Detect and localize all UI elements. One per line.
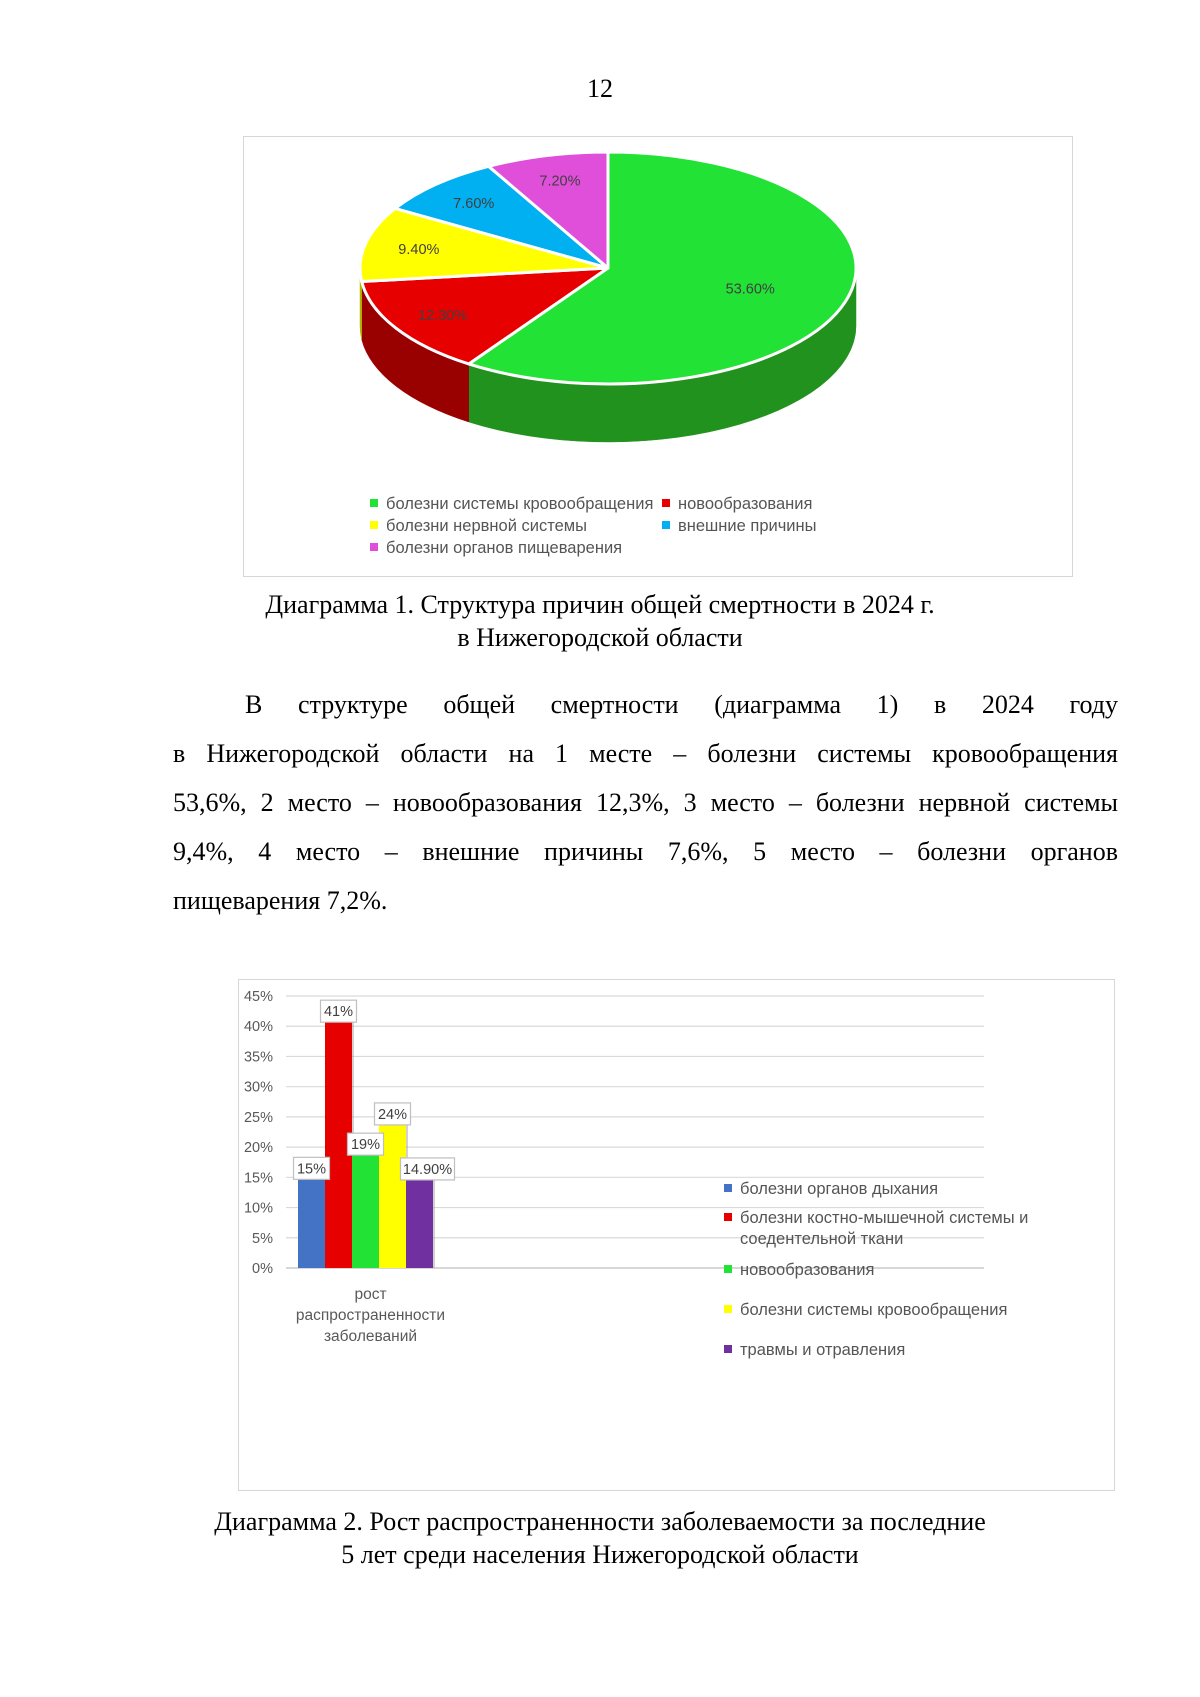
- bar-data-label-text: 24%: [377, 1106, 408, 1123]
- legend-label: болезни нервной системы: [386, 517, 587, 535]
- paragraph-line: В структуре общей смертности (диаграмма 1) в 2024 году: [245, 690, 1118, 719]
- legend-swatch: [724, 1305, 732, 1313]
- y-tick-label: 0%: [252, 1261, 273, 1277]
- pie-legend-item: [662, 517, 817, 536]
- pie-data-label: 9.40%: [398, 242, 440, 259]
- y-tick-label: 40%: [243, 1019, 273, 1036]
- pie-legend: [244, 137, 1072, 576]
- diagram-2-caption: [0, 1505, 1200, 1571]
- bar-legend-item: [724, 1341, 905, 1360]
- pie-legend-item: [370, 495, 653, 514]
- y-tick-label: 25%: [243, 1109, 273, 1126]
- legend-label: травмы и отравления: [740, 1341, 906, 1359]
- body-paragraph: [173, 680, 1118, 925]
- pie-legend-item: [370, 517, 587, 536]
- legend-swatch: [370, 543, 378, 551]
- y-tick-label: 45%: [243, 989, 273, 1005]
- bar-chart-frame: [238, 979, 1115, 1491]
- legend-label: болезни системы кровообращения: [386, 495, 654, 513]
- pie-chart-frame: [243, 136, 1073, 577]
- y-tick-label: 15%: [243, 1170, 273, 1187]
- legend-label: болезни системы кровообращения: [740, 1301, 1008, 1319]
- legend-label: внешние причины: [678, 517, 817, 535]
- caption-line: 5 лет среди населения Нижегородской области: [341, 1540, 859, 1569]
- bar-data-label-text: 19%: [350, 1137, 381, 1154]
- bar-legend-item: [724, 1209, 1028, 1249]
- legend-swatch: [370, 499, 378, 507]
- pie-data-label: 12.30%: [418, 307, 468, 324]
- y-tick-label: 10%: [243, 1200, 273, 1217]
- paragraph-line: пищеварения 7,2%.: [173, 886, 388, 915]
- legend-label: новообразования: [740, 1261, 875, 1279]
- pie-data-label: 7.20%: [539, 173, 581, 190]
- paragraph-line: 9,4%, 4 место – внешние причины 7,6%, 5 место – болезни органов: [173, 837, 1118, 866]
- legend-swatch: [724, 1213, 732, 1221]
- legend-swatch: [370, 521, 378, 529]
- x-category-label-line: рост: [354, 1286, 387, 1303]
- bar-legend-item: [724, 1301, 1007, 1320]
- bar-legend-item: [724, 1261, 874, 1280]
- pie-legend-item: [662, 495, 812, 514]
- bar-legend: [239, 980, 1114, 1490]
- legend-swatch: [724, 1265, 732, 1273]
- diagram-1-caption: [0, 588, 1200, 654]
- y-tick-label: 5%: [252, 1230, 273, 1247]
- legend-swatch: [662, 499, 670, 507]
- legend-label: болезни органов дыхания: [740, 1180, 938, 1198]
- y-tick-label: 20%: [243, 1140, 273, 1157]
- paragraph-line: 53,6%, 2 место – новообразования 12,3%, 3 место – болезни нервной системы: [173, 788, 1118, 817]
- y-tick-label: 30%: [243, 1079, 273, 1096]
- bar-data-label-text: 15%: [296, 1161, 327, 1178]
- x-category-label-line: заболеваний: [323, 1328, 418, 1345]
- pie-legend-item: [370, 539, 622, 558]
- bar-data-label-text: 14.90%: [402, 1161, 453, 1178]
- pie-data-label: 7.60%: [453, 195, 495, 212]
- pie-data-label: 53.60%: [725, 281, 775, 298]
- paragraph-line: в Нижегородской области на 1 месте – болезни системы кровообращения: [173, 739, 1118, 768]
- legend-swatch: [724, 1345, 732, 1353]
- legend-label-continuation: соедентельной ткани: [740, 1230, 904, 1248]
- x-category-label-line: распространенности: [295, 1307, 446, 1324]
- page-number: 12: [587, 74, 613, 103]
- bar-legend-item: [724, 1180, 938, 1199]
- legend-label: болезни органов пищеварения: [386, 539, 623, 557]
- y-tick-label: 35%: [243, 1049, 273, 1066]
- bar-data-label-text: 41%: [323, 1004, 354, 1021]
- legend-label: болезни костно-мышечной системы и: [740, 1209, 1029, 1227]
- legend-swatch: [662, 521, 670, 529]
- legend-swatch: [724, 1184, 732, 1192]
- caption-line: Диаграмма 1. Структура причин общей смертности в 2024 г.: [265, 590, 935, 619]
- caption-line: в Нижегородской области: [457, 623, 743, 652]
- legend-label: новообразования: [678, 495, 813, 513]
- caption-line: Диаграмма 2. Рост распространенности заболеваемости за последние: [214, 1507, 986, 1536]
